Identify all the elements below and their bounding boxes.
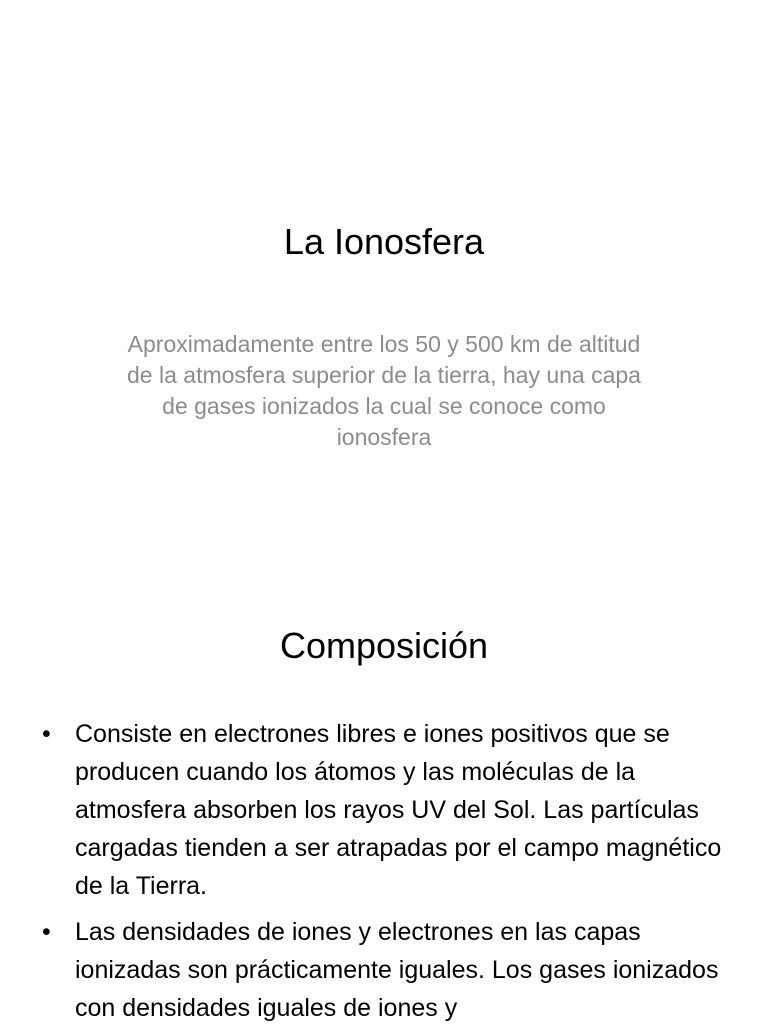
bullet-item xyxy=(40,913,730,1024)
bullet-list xyxy=(40,715,730,1024)
slide-title: La Ionosfera xyxy=(283,221,485,262)
bullet-point-icon: • xyxy=(42,918,51,946)
bullet-point-icon: • xyxy=(42,720,51,748)
bullet-text: Consiste en electrones libres e iones positivos que se producen cuando los átomos y las moléculas de la atmosfera absorben los rayos UV del Sol. Las partículas cargadas tienden a ser atrapadas por el campo magnético de la Tierra. xyxy=(75,720,722,900)
slide-subtitle: Aproximadamente entre los 50 y 500 km de altitud de la atmosfera superior de la tierra, hay una capa de gases ionizados la cual se conoce como ionosfera xyxy=(127,331,641,450)
bullet-item xyxy=(40,715,730,905)
bullet-text: Las densidades de iones y electrones en las capas ionizadas son prácticamente iguales. Los gases ionizados con densidades iguales de iones y xyxy=(75,918,719,1022)
slide-title: Composición xyxy=(279,625,489,666)
content-slide xyxy=(0,576,768,1024)
